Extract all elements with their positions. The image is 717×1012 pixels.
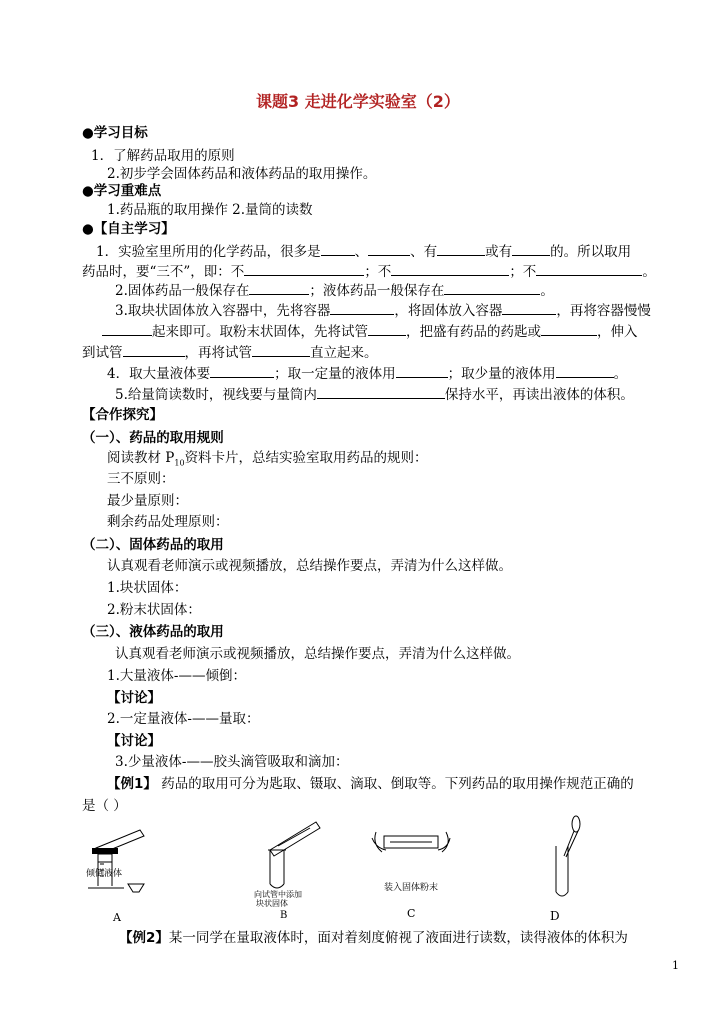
- q1-text-d: 或有: [485, 244, 513, 260]
- blank[interactable]: [368, 323, 406, 336]
- example-2-label: 【例2】: [119, 930, 169, 946]
- discussion-1: 【讨论】: [107, 690, 161, 706]
- q3-text-f: ，伸入: [597, 324, 638, 340]
- q3-text-h: ，再将试管: [184, 345, 252, 361]
- example-2-text: 某一同学在量取液体时，面对着刻度俯视了液面进行读数，读得液体的体积为: [168, 930, 628, 946]
- blank[interactable]: [502, 302, 556, 315]
- section-2-intro: 认真观看老师演示或视频播放，总结操作要点，弄清为什么这样做。: [107, 558, 512, 574]
- q5-text-a: 5.给量筒读数时，视线要与量筒内: [115, 387, 317, 403]
- self-heading: ●【自主学习】: [82, 221, 175, 237]
- blank[interactable]: [437, 243, 485, 256]
- figure-d-label: D: [550, 909, 560, 923]
- liquid-item-3: 3.少量液体-——胶头滴管吸取和滴加：: [115, 754, 349, 770]
- section-3-heading: （三）、液体药品的取用: [82, 624, 224, 640]
- q4-text-a: 4．取大量液体要: [107, 366, 211, 382]
- q1-text-a: 1．实验室里所用的化学药品，很多是: [96, 244, 321, 260]
- q4-text-d: 。: [613, 366, 628, 382]
- figure-b-caption-1: 向试管中添加: [254, 890, 302, 899]
- figure-b-test-tube: [254, 820, 344, 900]
- q1-text-b: 、: [354, 244, 369, 260]
- figure-c-powder: [368, 828, 458, 868]
- self-q2: [115, 282, 554, 299]
- rule-item-3: 剩余药品处理原则：: [107, 514, 229, 530]
- discussion-2: 【讨论】: [107, 733, 161, 749]
- self-q1-line2: [82, 263, 656, 280]
- q3-text-e: ，把盛有药品的药匙或: [406, 324, 541, 340]
- figure-c-label: C: [407, 907, 416, 920]
- section-2-heading: （二）、固体药品的取用: [82, 537, 224, 553]
- figure-b-label: B: [280, 910, 288, 921]
- solid-item-1: 1.块状固体：: [107, 580, 188, 596]
- q3-text-a: 3.取块状固体放入容器中，先将容器: [115, 303, 331, 319]
- coop-heading: 【合作探究】: [82, 407, 163, 423]
- q1-text-g: ；不: [364, 264, 392, 280]
- figure-a-label: A: [113, 911, 121, 924]
- self-q5: [115, 386, 634, 403]
- q1-text-h: ；不: [509, 264, 537, 280]
- self-q3-line2: [102, 323, 638, 340]
- example-1: [107, 778, 634, 792]
- q1-text-e: 的。所以取用: [550, 244, 632, 260]
- page-number: 1: [672, 959, 679, 972]
- blank[interactable]: [330, 302, 394, 315]
- blank[interactable]: [556, 365, 614, 378]
- blank[interactable]: [512, 243, 550, 256]
- blank[interactable]: [536, 263, 642, 276]
- q4-text-b: ；取一定量的液体用: [274, 366, 396, 382]
- q3-text-d: 起来即可。取粉末状固体，先将试管: [152, 324, 368, 340]
- liquid-item-2: 2.一定量液体-——量取：: [107, 711, 260, 727]
- q4-text-c: ；取少量的液体用: [447, 366, 556, 382]
- goal-item-1: 1．了解药品取用的原则: [91, 148, 235, 164]
- self-q4: [107, 365, 627, 382]
- rule-item-1: 三不原则：: [107, 471, 175, 487]
- figure-b-caption-2: 块状固体: [256, 899, 288, 908]
- example-1-text: 药品的取用可分为匙取、镊取、滴取、倒取等。下列药品的取用操作规范正确的: [156, 776, 634, 792]
- page-title: 课题3 走进化学实验室（2）: [256, 92, 460, 111]
- example-2: [119, 932, 628, 946]
- solid-item-2: 2.粉末状固体：: [107, 602, 201, 618]
- q1-text-f: 药品时，要“三不”，即：不: [82, 264, 245, 280]
- key-heading: ●学习重难点: [82, 183, 162, 199]
- section-1-read: [107, 452, 428, 468]
- q3-text-b: ，将固体放入容器: [394, 303, 503, 319]
- section-1-heading: （一）、药品的取用规则: [82, 430, 224, 446]
- blank[interactable]: [396, 365, 448, 378]
- example-1-answer: 是（ ）: [82, 798, 127, 814]
- q2-text-a: 2.固体药品一般保存在: [115, 283, 250, 299]
- q2-text-b: ；液体药品一般保存在: [309, 283, 445, 299]
- blank[interactable]: [391, 263, 509, 276]
- q2-text-c: 。: [540, 283, 554, 299]
- liquid-item-1: 1.大量液体-——倾倒：: [107, 668, 246, 684]
- example-1-label: 【例1】: [107, 776, 157, 792]
- blank[interactable]: [252, 344, 310, 357]
- self-q1-line1: [96, 243, 631, 260]
- blank[interactable]: [102, 323, 152, 336]
- figure-a-caption: 倾倒液体: [86, 869, 123, 879]
- page-ref-subscript: 10: [174, 458, 185, 468]
- rule-item-2: 最少量原则：: [107, 493, 188, 509]
- goals-heading: ●学习目标: [82, 125, 148, 141]
- blank[interactable]: [541, 323, 597, 336]
- self-q3-line3: [82, 344, 378, 361]
- blank[interactable]: [123, 344, 185, 357]
- blank[interactable]: [317, 386, 445, 399]
- q3-text-i: 直立起来。: [310, 345, 378, 361]
- blank[interactable]: [444, 282, 540, 295]
- figure-d-dropper: [540, 812, 590, 902]
- goal-item-2: 2.初步学会固体药品和液体药品的取用操作。: [107, 166, 377, 182]
- figure-c-caption: 装入固体粉末: [384, 883, 439, 893]
- key-text: 1.药品瓶的取用操作 2.量筒的读数: [107, 202, 313, 218]
- blank[interactable]: [244, 263, 364, 276]
- q5-text-b: 保持水平，再读出液体的体积。: [444, 387, 634, 403]
- blank[interactable]: [321, 243, 355, 256]
- blank[interactable]: [249, 282, 309, 295]
- read-text-b: 资料卡片，总结实验室取用药品的规则：: [184, 450, 428, 466]
- read-text-a: 阅读教材 P: [107, 450, 175, 466]
- self-q3-line1: [115, 302, 651, 319]
- q1-text-i: 。: [642, 264, 656, 280]
- section-3-intro: 认真观看老师演示或视频播放，总结操作要点，弄清为什么这样做。: [115, 646, 520, 662]
- q3-text-c: ，再将容器慢慢: [556, 303, 651, 319]
- q1-text-c: 、有: [410, 244, 438, 260]
- blank[interactable]: [368, 243, 410, 256]
- blank[interactable]: [210, 365, 274, 378]
- q3-text-g: 到试管: [82, 345, 123, 361]
